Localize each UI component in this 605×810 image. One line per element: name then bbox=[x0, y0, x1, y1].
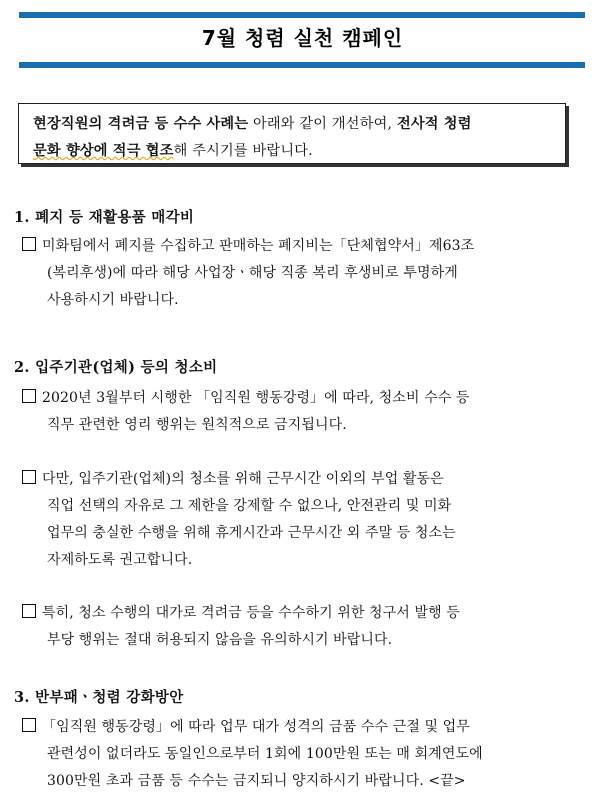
title-bottom-rule bbox=[19, 62, 585, 68]
section-2-paragraph-2: 다만, 입주기관(업체)의 청소를 위해 근무시간 이외의 부업 활동은 직업 선택의 자유로 그 제한을 강제할 수 없으나, 안전관리 및 미화 업무의 충실한 수행을 위해 휴게시간과 근무시간 외 주말 등 청소는 자제하도록 권고합니다. bbox=[22, 466, 584, 574]
notice-text-2: 해 주시기를 바랍니다. bbox=[173, 143, 313, 159]
checkbox-icon bbox=[22, 470, 36, 484]
section-2-paragraph-3: 특히, 청소 수행의 대가로 격려금 등을 수수하기 위한 청구서 발행 등 부당 행위는 절대 허용되지 않음을 유의하시기 바랍니다. bbox=[22, 600, 584, 654]
notice-emphasis-1: 현장직원의 격려금 등 수수 사례는 bbox=[33, 116, 249, 132]
section-3-paragraph-1: 「임직원 행동강령」에 따라 업무 대가 성격의 금품 수수 근절 및 업무 관련성이 없더라도 동일인으로부터 1회에 100만원 또는 매 회계연도에 300만원 초과 금품 등 수수는 금지되니 양지하시기 바랍니다. <끝> bbox=[22, 714, 584, 795]
section-3-heading: 3. 반부패ㆍ청렴 강화방안 bbox=[14, 689, 184, 706]
section-1-heading: 1. 폐지 등 재활용품 매각비 bbox=[14, 209, 195, 226]
title-top-rule bbox=[19, 12, 585, 18]
notice-emphasis-2: 전사적 청렴 bbox=[396, 116, 472, 132]
checkbox-icon bbox=[22, 718, 36, 732]
checkbox-icon bbox=[22, 237, 36, 251]
checkbox-icon bbox=[22, 604, 36, 618]
section-2-heading: 2. 입주기관(업체) 등의 청소비 bbox=[14, 359, 218, 376]
page-title: 7월 청렴 실천 캠페인 bbox=[201, 26, 404, 50]
notice-text-1: 아래와 같이 개선하여, bbox=[248, 116, 397, 132]
section-2-paragraph-1: 2020년 3월부터 시행한 「임직원 행동강령」에 따라, 청소비 수수 등 직무 관련한 영리 행위는 원칙적으로 금지됩니다. bbox=[22, 385, 584, 439]
notice-emphasis-3: 문화 향상에 적극 협조 bbox=[33, 143, 174, 159]
notice-box bbox=[18, 103, 566, 164]
section-1-paragraph-1: 미화팀에서 폐지를 수집하고 판매하는 폐지비는「단체협약서」제63조 (복리후생)에 따라 해당 사업장ㆍ해당 직종 복리 후생비로 투명하게 사용하시기 바랍니다. bbox=[22, 233, 584, 314]
checkbox-icon bbox=[22, 389, 36, 403]
